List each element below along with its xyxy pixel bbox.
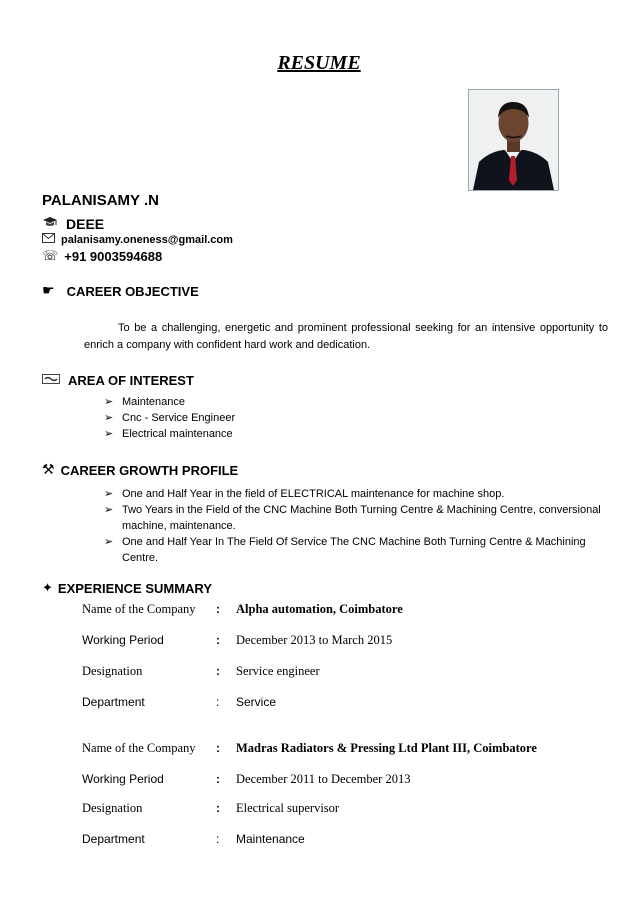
job1-designation-row: Designation : Service engineer — [82, 664, 320, 678]
list-item: ➢ Cnc - Service Engineer — [104, 410, 235, 426]
handshake-icon — [42, 373, 60, 388]
list-item: ➢ One and Half Year in the field of ELECTRICAL maintenance for machine shop. — [104, 486, 610, 502]
experience-table — [82, 600, 622, 860]
list-item: ➢ Maintenance — [104, 394, 235, 410]
star-icon: ✦ — [42, 581, 53, 596]
tools-icon: ⚒ — [42, 462, 55, 478]
career-objective-text: To be a challenging, energetic and prominent professional seeking for an intensive opportunity to enrich a company with confident hard work and dedication. — [84, 322, 608, 351]
experience-heading: ✦ EXPERIENCE SUMMARY — [42, 581, 213, 596]
hand-pointer-icon: ☛ — [42, 283, 55, 299]
list-item: ➢ Two Years in the Field of the CNC Machine Both Turning Centre & Machining Centre, conversional machine, maintenance. — [104, 502, 610, 534]
phone-line — [42, 249, 162, 264]
profile-photo — [468, 89, 559, 191]
career-growth-list — [104, 486, 610, 566]
telephone-icon: ☏ — [42, 249, 59, 264]
area-of-interest-heading: AREA OF INTEREST — [42, 373, 194, 388]
job1-department-row: Department : Service — [82, 695, 277, 709]
job2-company-row: Name of the Company : Madras Radiators & Pressing Ltd Plant III, Coimbatore — [82, 741, 537, 755]
career-objective-heading: ☛ CAREER OBJECTIVE — [42, 283, 199, 299]
email-text[interactable]: palanisamy.oneness@gmail.com — [61, 233, 233, 246]
envelope-icon — [42, 233, 55, 246]
list-item: ➢ Electrical maintenance — [104, 426, 235, 442]
area-of-interest-list — [104, 394, 235, 442]
phone-text[interactable]: +91 9003594688 — [64, 249, 163, 264]
degree-text: DEEE — [66, 215, 105, 232]
candidate-name: PALANISAMY .N — [42, 192, 159, 209]
degree-line — [42, 214, 104, 233]
job1-company-row: Name of the Company : Alpha automation, Coimbatore — [82, 602, 403, 616]
graduation-cap-icon — [42, 214, 58, 233]
job2-designation-row: Designation : Electrical supervisor — [82, 801, 340, 815]
job2-department-row: Department : Maintenance — [82, 832, 305, 846]
career-growth-heading: ⚒ CAREER GROWTH PROFILE — [42, 462, 239, 478]
email-line — [42, 233, 233, 246]
job2-period-row: Working Period : December 2011 to December 2013 — [82, 772, 411, 786]
job1-period-row: Working Period : December 2013 to March 2015 — [82, 633, 393, 647]
list-item: ➢ One and Half Year In The Field Of Service The CNC Machine Both Turning Centre & Machining Centre. — [104, 534, 610, 566]
resume-title: RESUME — [277, 52, 361, 74]
